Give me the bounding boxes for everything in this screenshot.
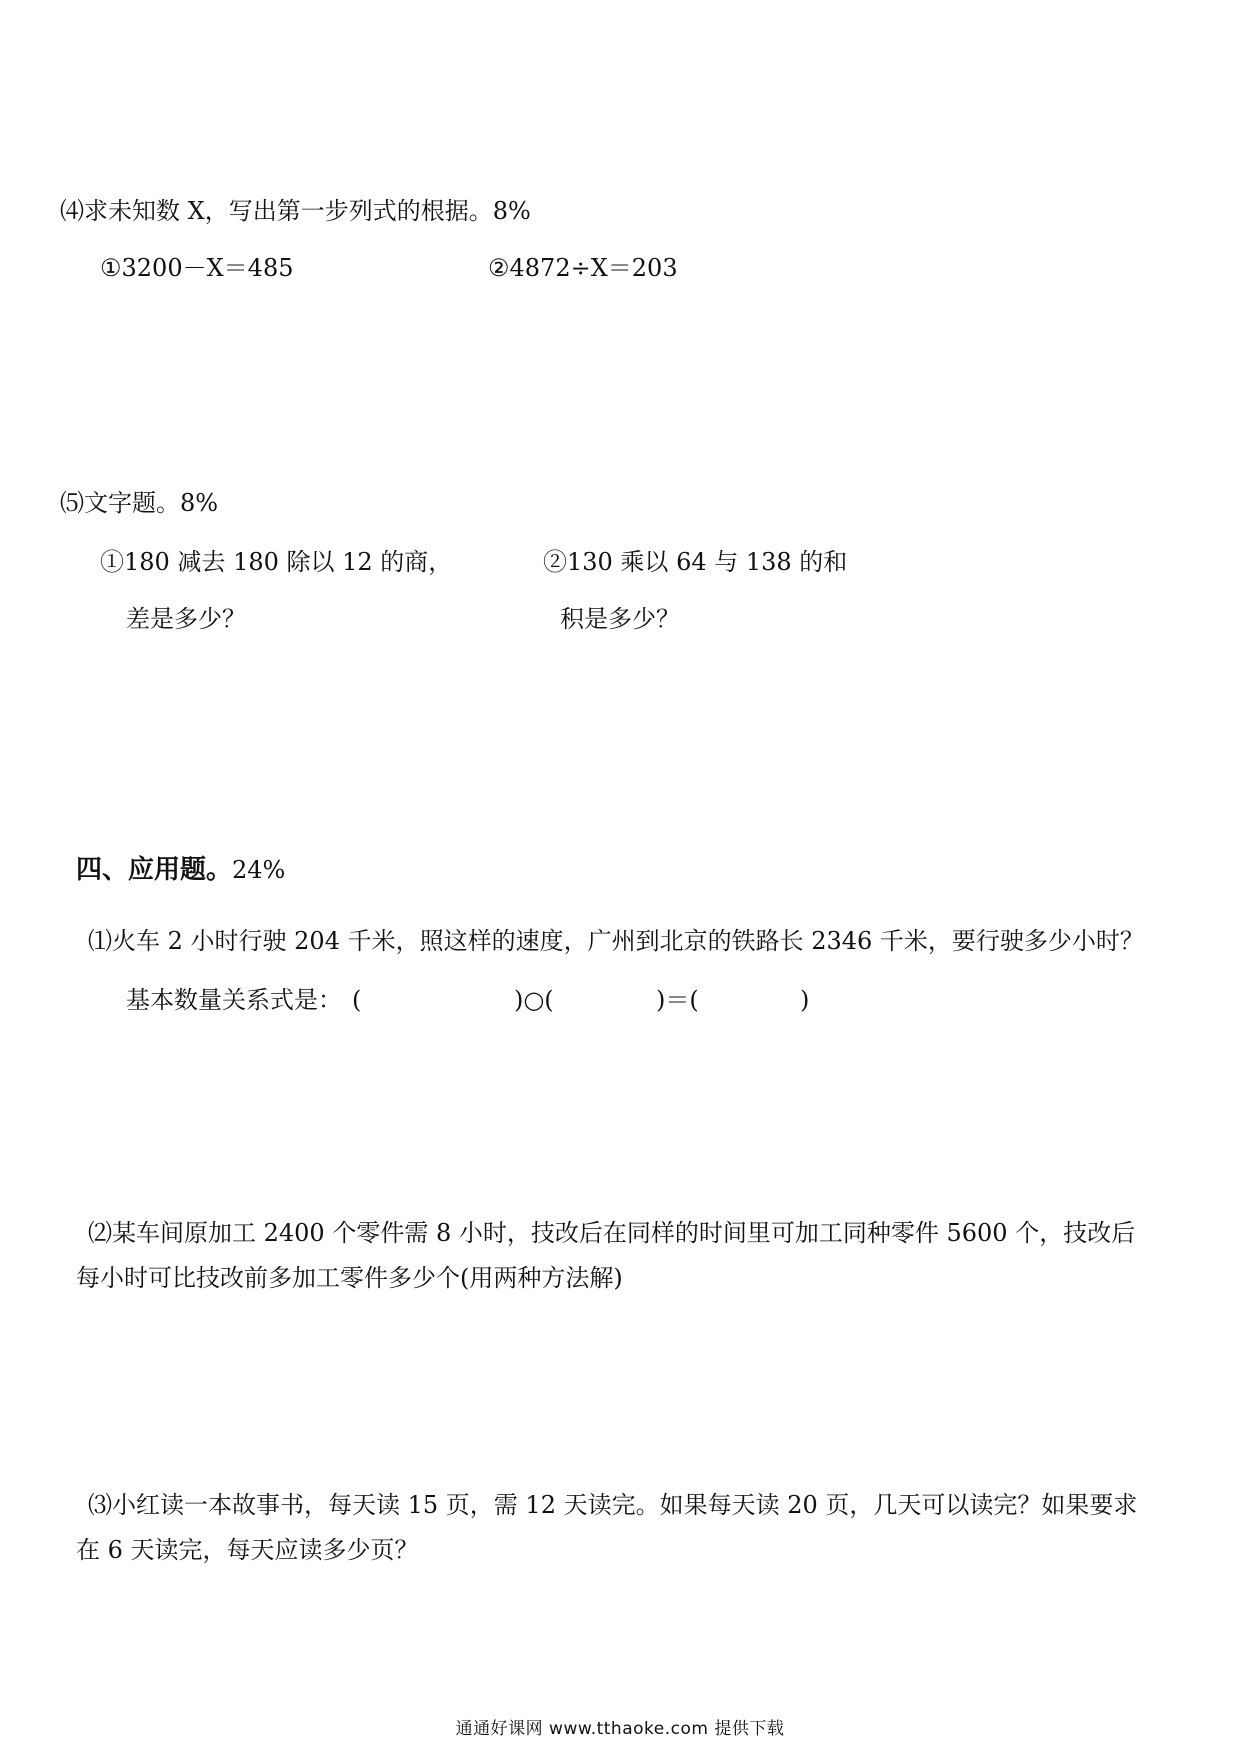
formula-blank-1-open: ( [352,986,362,1014]
word-problem-a-line-1: ①180 减去 180 除以 12 的商， [100,548,453,576]
word-problem-b-line-2: 积是多少？ [560,605,680,633]
formula-equals: )＝( [656,986,699,1014]
word-problem-b-line-1: ②130 乘以 64 与 138 的和 [543,548,848,576]
equation-2: ②4872÷X＝203 [488,254,678,282]
problem-3-line-2: 在 6 天读完，每天应读多少页？ [76,1536,419,1564]
equation-1: ①3200－X＝485 [100,254,294,282]
page-footer: 通通好课网 www.tthaoke.com 提供下载 [455,1719,785,1739]
formula-label: 基本数量关系式是： [126,986,342,1014]
question-4-title: ⑷求未知数 X，写出第一步列式的根据。8% [60,197,531,225]
formula-operator: )○( [514,986,554,1014]
formula-blank-3-close: ) [800,986,810,1014]
problem-1-text: ⑴火车 2 小时行驶 204 千米，照这样的速度，广州到北京的铁路长 2346 千米，要行驶多少小时？ [88,927,1144,955]
question-5-title: ⑸文字题。8% [60,489,219,517]
word-problem-a-line-2: 差是多少？ [126,605,246,633]
section-4-title: 四、应用题。 [76,855,233,885]
problem-3-line-1: ⑶小红读一本故事书，每天读 15 页，需 12 天读完。如果每天读 20 页，几天可以读完？如果要求 [88,1491,1138,1519]
problem-2-line-2: 每小时可比技改前多加工零件多少个(用两种方法解) [76,1264,623,1292]
section-4-heading [76,855,285,885]
problem-2-line-1: ⑵某车间原加工 2400 个零件需 8 小时，技改后在同样的时间里可加工同种零件 5600 个，技改后 [88,1219,1136,1247]
section-4-percent: 24% [232,856,286,884]
